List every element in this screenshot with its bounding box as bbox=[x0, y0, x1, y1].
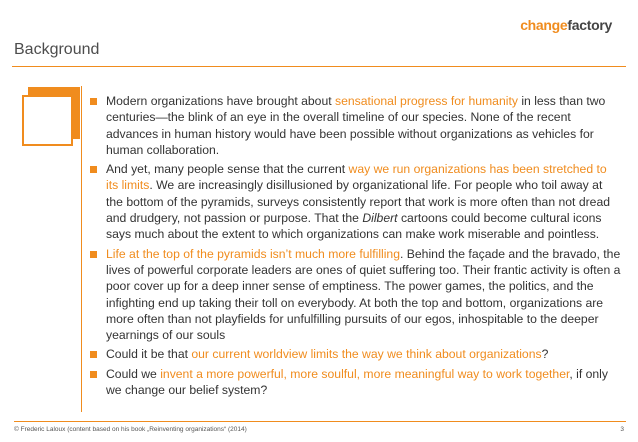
bullet-text: Life at the top of the pyramids isn’t much more fulfilling. Behind the façade and the bravado, the lives of powerful corporate leaders are ones of quiet suffering too. Their frantic activity is often a poor cover up for a deep inner sense of emptiness. The power games, the politics, and the infighting end up taking their toll on everybody. At both the top and bottom, organizations are more often than not playfields for unfulfilling pursuits of our egos, inhospitable to the deeper yearnings of our souls bbox=[106, 246, 621, 343]
bullet-item bbox=[90, 366, 622, 399]
bullet-square-icon bbox=[90, 166, 97, 173]
bullet-square-icon bbox=[90, 371, 97, 378]
logo-word-change: change bbox=[520, 17, 568, 33]
bullet-text: Could we invent a more powerful, more soulful, more meaningful way to work together, if only we change our belief system? bbox=[106, 366, 608, 398]
bullet-text: Modern organizations have brought about sensational progress for humanity in less than two centuries—the blink of an eye in the overall timeline of our species. None of the recent advances in human history would have been possible without organizations as vehicles for human collaboration. bbox=[106, 94, 606, 157]
bullet-square-icon bbox=[90, 251, 97, 258]
bullet-item bbox=[90, 246, 622, 344]
logo-word-factory: factory bbox=[567, 17, 612, 33]
bullet-text: And yet, many people sense that the current way we run organizations has been stretched to its limits. We are increasingly disillusioned by organizational life. For people who toil away at the bottom of the pyramids, surveys consistently report that work is more often than not dread and drudgery, not passion or purpose. That the Dilbert cartoons could become cultural icons says much about the extent to which organizations can make work miserable and pointless. bbox=[106, 162, 610, 242]
title-divider bbox=[12, 66, 626, 67]
bullet-item bbox=[90, 161, 622, 242]
bullet-item bbox=[90, 93, 622, 158]
bullet-text: Could it be that our current worldview limits the way we think about organizations? bbox=[106, 347, 549, 362]
page-number: 3 bbox=[620, 426, 624, 433]
slide-title: Background bbox=[14, 41, 100, 58]
vertical-divider bbox=[81, 86, 82, 412]
brand-logo bbox=[520, 17, 612, 33]
bullet-list bbox=[90, 93, 622, 401]
bullet-square-icon bbox=[90, 98, 97, 105]
decorative-squares-icon bbox=[22, 87, 82, 147]
footer-credit: © Frederic Laloux (content based on his book „Reinventing organizations“ (2014) bbox=[14, 426, 247, 433]
bullet-item bbox=[90, 346, 622, 362]
bullet-square-icon bbox=[90, 351, 97, 358]
footer-divider bbox=[14, 421, 626, 422]
outlined-square-icon bbox=[22, 95, 73, 146]
